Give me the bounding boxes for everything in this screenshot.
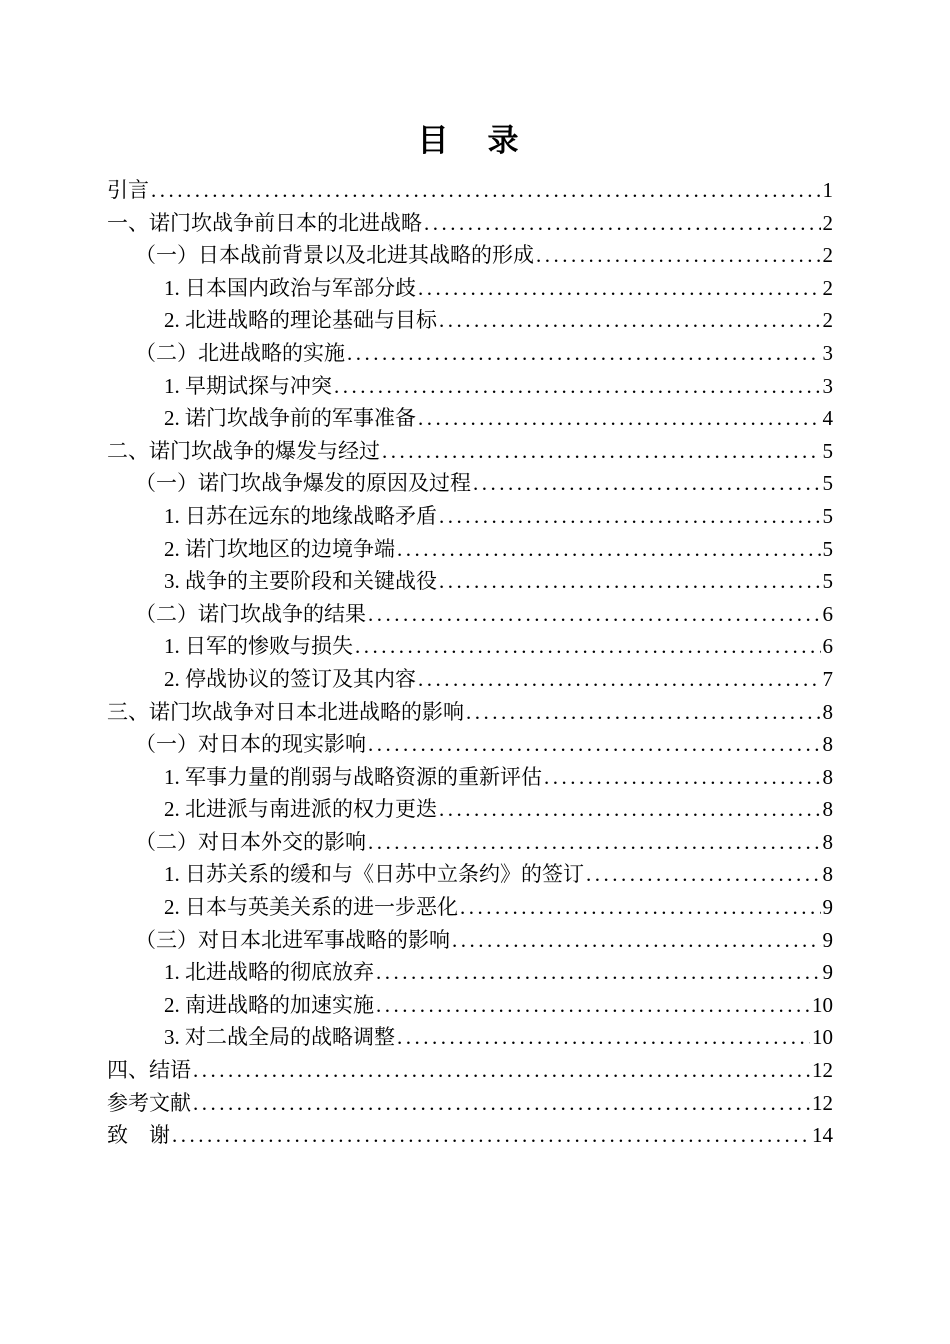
toc-entry-label: 三、诺门坎战争对日本北进战略的影响 xyxy=(107,699,464,724)
toc-entry-page-number: 6 xyxy=(822,601,833,626)
toc-entry-label: 1. 日苏关系的缓和与《日苏中立条约》的签订 xyxy=(164,862,584,887)
toc-entry[interactable] xyxy=(107,826,833,859)
toc-entry-page-number: 9 xyxy=(822,960,833,985)
toc-entry[interactable] xyxy=(107,663,833,696)
toc-entry-label: 引言 xyxy=(107,178,149,202)
toc-entry-page-number: 8 xyxy=(822,797,833,822)
toc-entry-label: 3. 战争的主要阶段和关键战役 xyxy=(164,569,437,594)
toc-leader-dots xyxy=(418,272,821,305)
toc-entry[interactable] xyxy=(107,761,833,794)
toc-list xyxy=(107,174,833,1152)
toc-entry-label: 2. 北进派与南进派的权力更迭 xyxy=(164,797,437,822)
toc-leader-dots xyxy=(193,1087,810,1120)
toc-leader-dots xyxy=(172,1119,810,1152)
toc-leader-dots xyxy=(376,989,810,1022)
toc-entry-label: （二）对日本外交的影响 xyxy=(135,829,366,854)
toc-entry-page-number: 5 xyxy=(822,536,833,561)
toc-entry-page-number: 2 xyxy=(822,243,833,268)
toc-entry-page-number: 6 xyxy=(822,634,833,659)
toc-leader-dots xyxy=(439,500,821,533)
toc-leader-dots xyxy=(355,630,821,663)
toc-entry-page-number: 9 xyxy=(822,895,833,920)
toc-entry[interactable] xyxy=(107,435,833,468)
toc-leader-dots xyxy=(439,304,821,337)
toc-entry-label: 参考文献 xyxy=(107,1090,191,1115)
toc-entry-page-number: 12 xyxy=(812,1058,833,1083)
toc-entry-page-number: 8 xyxy=(822,732,833,757)
toc-entry-page-number: 3 xyxy=(822,373,833,398)
toc-entry-page-number: 5 xyxy=(822,471,833,496)
toc-entry[interactable] xyxy=(107,239,833,272)
toc-entry-page-number: 3 xyxy=(822,340,833,365)
toc-entry-page-number: 7 xyxy=(822,666,833,691)
toc-entry[interactable] xyxy=(107,1087,833,1120)
toc-entry-page-number: 8 xyxy=(822,699,833,724)
toc-entry[interactable] xyxy=(107,696,833,729)
toc-leader-dots xyxy=(418,402,821,435)
toc-entry-page-number: 12 xyxy=(812,1090,833,1115)
toc-entry-label: （一）诺门坎战争爆发的原因及过程 xyxy=(135,471,471,496)
toc-entry-page-number: 5 xyxy=(822,503,833,528)
toc-entry-page-number: 14 xyxy=(812,1123,833,1148)
toc-leader-dots xyxy=(418,663,821,696)
toc-entry[interactable] xyxy=(107,793,833,826)
toc-leader-dots xyxy=(376,956,821,989)
toc-title: 目 录 xyxy=(417,123,523,158)
toc-entry[interactable] xyxy=(107,728,833,761)
toc-entry-label: 一、诺门坎战争前日本的北进战略 xyxy=(107,210,422,235)
toc-entry[interactable] xyxy=(107,858,833,891)
toc-entry[interactable] xyxy=(107,533,833,566)
toc-entry-page-number: 8 xyxy=(822,764,833,789)
toc-entry-label: （一）对日本的现实影响 xyxy=(135,732,366,757)
toc-entry[interactable] xyxy=(107,1021,833,1054)
toc-leader-dots xyxy=(397,533,821,566)
toc-leader-dots xyxy=(397,1021,810,1054)
toc-entry[interactable] xyxy=(107,370,833,403)
toc-entry-label: 1. 早期试探与冲突 xyxy=(164,373,332,398)
toc-entry[interactable] xyxy=(107,989,833,1022)
toc-entry[interactable] xyxy=(107,337,833,370)
toc-entry-label: 1. 日苏在远东的地缘战略矛盾 xyxy=(164,503,437,528)
toc-entry-label: 2. 诺门坎战争前的军事准备 xyxy=(164,406,416,431)
toc-entry[interactable] xyxy=(107,924,833,957)
toc-leader-dots xyxy=(439,565,821,598)
toc-entry-page-number: 5 xyxy=(822,438,833,463)
toc-entry-label: 2. 日本与英美关系的进一步恶化 xyxy=(164,895,458,920)
toc-entry-page-number: 2 xyxy=(822,210,833,235)
toc-entry[interactable] xyxy=(107,467,833,500)
toc-entry-page-number: 10 xyxy=(812,992,833,1017)
toc-entry[interactable] xyxy=(107,272,833,305)
toc-entry-label: 二、诺门坎战争的爆发与经过 xyxy=(107,438,380,463)
toc-entry-label: 2. 南进战略的加速实施 xyxy=(164,992,374,1017)
toc-leader-dots xyxy=(334,370,821,403)
toc-entry-page-number: 1 xyxy=(822,178,833,202)
toc-entry-label: （二）北进战略的实施 xyxy=(135,340,345,365)
toc-entry[interactable] xyxy=(107,598,833,631)
toc-leader-dots xyxy=(452,924,821,957)
toc-leader-dots xyxy=(368,598,821,631)
toc-entry-label: 2. 北进战略的理论基础与目标 xyxy=(164,308,437,333)
toc-entry[interactable] xyxy=(107,402,833,435)
toc-entry-label: （三）对日本北进军事战略的影响 xyxy=(135,927,450,952)
toc-entry[interactable] xyxy=(107,207,833,240)
toc-entry-label: 1. 日本国内政治与军部分歧 xyxy=(164,275,416,300)
toc-entry-page-number: 9 xyxy=(822,927,833,952)
toc-entry-label: 3. 对二战全局的战略调整 xyxy=(164,1025,395,1050)
toc-entry-page-number: 5 xyxy=(822,569,833,594)
toc-leader-dots xyxy=(347,337,821,370)
toc-leader-dots xyxy=(544,761,821,794)
toc-leader-dots xyxy=(382,435,821,468)
toc-leader-dots xyxy=(424,207,821,240)
toc-entry[interactable] xyxy=(107,1054,833,1087)
toc-leader-dots xyxy=(586,858,821,891)
toc-entry[interactable] xyxy=(107,630,833,663)
toc-leader-dots xyxy=(466,696,821,729)
toc-entry-label: （二）诺门坎战争的结果 xyxy=(135,601,366,626)
toc-entry-page-number: 2 xyxy=(822,308,833,333)
toc-entry[interactable] xyxy=(107,891,833,924)
toc-entry[interactable] xyxy=(107,174,833,207)
toc-entry[interactable] xyxy=(107,565,833,598)
toc-entry-page-number: 10 xyxy=(812,1025,833,1050)
toc-leader-dots xyxy=(460,891,821,924)
toc-entry-label: 2. 诺门坎地区的边境争端 xyxy=(164,536,395,561)
toc-leader-dots xyxy=(193,1054,810,1087)
toc-entry-label: 1. 日军的惨败与损失 xyxy=(164,634,353,659)
toc-entry-page-number: 2 xyxy=(822,275,833,300)
toc-entry[interactable] xyxy=(107,1119,833,1152)
toc-entry-page-number: 8 xyxy=(822,862,833,887)
toc-entry-label: 1. 北进战略的彻底放弃 xyxy=(164,960,374,985)
toc-leader-dots xyxy=(368,728,821,761)
toc-entry[interactable] xyxy=(107,500,833,533)
toc-entry-page-number: 8 xyxy=(822,829,833,854)
toc-entry-label: 四、结语 xyxy=(107,1058,191,1083)
toc-leader-dots xyxy=(536,239,821,272)
toc-entry-label: 致 谢 xyxy=(107,1123,170,1148)
toc-leader-dots xyxy=(439,793,821,826)
toc-leader-dots xyxy=(473,467,821,500)
toc-entry[interactable] xyxy=(107,304,833,337)
toc-entry-label: 2. 停战协议的签订及其内容 xyxy=(164,666,416,691)
toc-entry-page-number: 4 xyxy=(822,406,833,431)
toc-entry-label: （一）日本战前背景以及北进其战略的形成 xyxy=(135,243,534,268)
toc-entry[interactable] xyxy=(107,956,833,989)
toc-leader-dots xyxy=(151,174,821,207)
toc-entry-label: 1. 军事力量的削弱与战略资源的重新评估 xyxy=(164,764,542,789)
toc-leader-dots xyxy=(368,826,821,859)
